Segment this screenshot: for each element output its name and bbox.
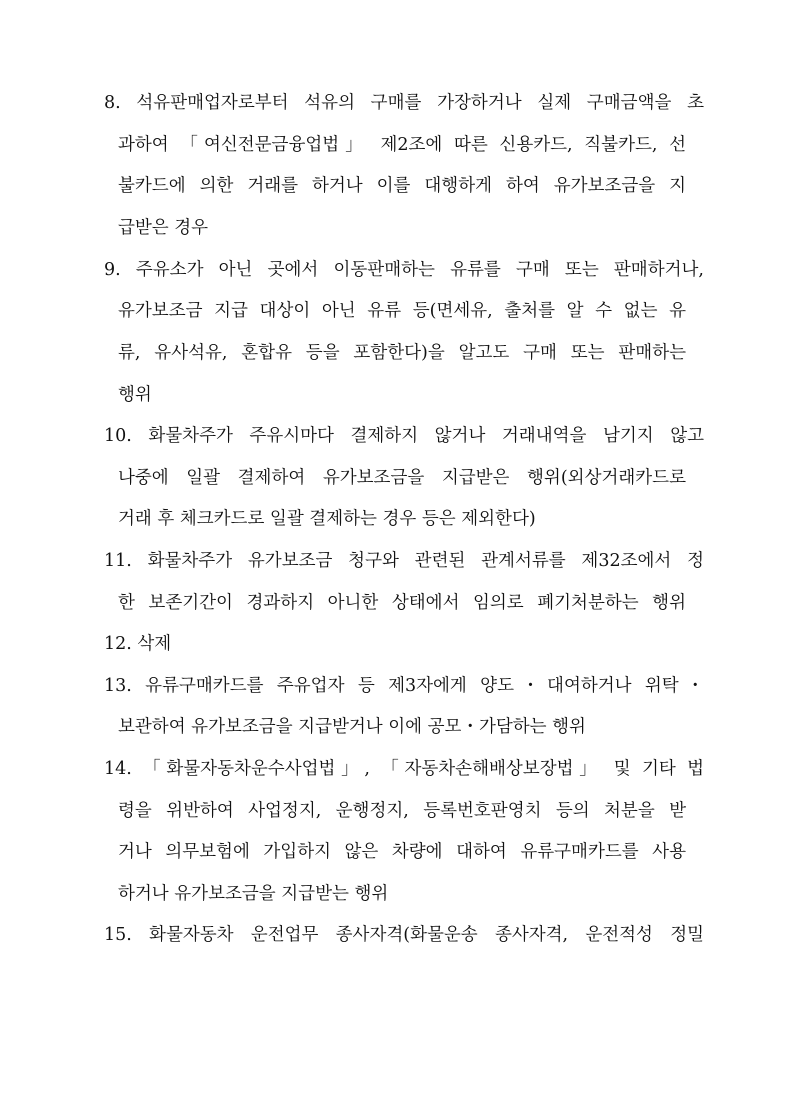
item-13-line-2: 보관하여 유가보조금을 지급받거나 이에 공모・가담하는 행위 <box>118 717 586 737</box>
item-10-line-2: 나중에 일괄 결제하여 유가보조금을 지급받은 행위(외상거래카드로 <box>118 468 686 488</box>
item-13-line-1: 13. 유류구매카드를 주유업자 등 제3자에게 양도・대여하거나 위탁・ <box>104 676 704 696</box>
item-14-line-2: 령을 위반하여 사업정지, 운행정지, 등록번호판영치 등의 처분을 받 <box>118 801 686 821</box>
item-9-line-3: 류, 유사석유, 혼합유 등을 포함한다)을 알고도 구매 또는 판매하는 <box>118 343 686 363</box>
item-14-line-3: 거나 의무보험에 가입하지 않은 차량에 대하여 유류구매카드를 사용 <box>118 842 686 862</box>
item-15-line-1: 15. 화물자동차 운전업무 종사자격(화물운송 종사자격, 운전적성 정밀 <box>104 925 704 945</box>
item-8-line-4: 급받은 경우 <box>118 218 209 238</box>
item-8-line-2: 과하여 「여신전문금융업법」 제2조에 따른 신용카드, 직불카드, 선 <box>118 135 686 155</box>
item-9-line-2: 유가보조금 지급 대상이 아닌 유류 등(면세유, 출처를 알 수 없는 유 <box>118 301 686 321</box>
item-10-line-1: 10. 화물차주가 주유시마다 결제하지 않거나 거래내역을 남기지 않고 <box>104 426 704 446</box>
item-8-line-3: 불카드에 의한 거래를 하거나 이를 대행하게 하여 유가보조금을 지 <box>118 176 686 196</box>
item-8-line-1: 8. 석유판매업자로부터 석유의 구매를 가장하거나 실제 구매금액을 초 <box>104 93 704 113</box>
item-10-line-3: 거래 후 체크카드로 일괄 결제하는 경우 등은 제외한다) <box>118 509 536 529</box>
item-12-line-1: 12. 삭제 <box>104 634 172 654</box>
item-11-line-2: 한 보존기간이 경과하지 아니한 상태에서 임의로 폐기처분하는 행위 <box>118 593 686 613</box>
item-9-line-1: 9. 주유소가 아닌 곳에서 이동판매하는 유류를 구매 또는 판매하거나, <box>104 260 704 280</box>
item-11-line-1: 11. 화물차주가 유가보조금 청구와 관련된 관계서류를 제32조에서 정 <box>104 551 704 571</box>
item-9-line-4: 행위 <box>118 385 152 405</box>
item-14-line-1: 14. 「화물자동차운수사업법」, 「자동차손해배상보장법」 및 기타 법 <box>104 759 704 779</box>
item-14-line-4: 하거나 유가보조금을 지급받는 행위 <box>118 884 389 904</box>
